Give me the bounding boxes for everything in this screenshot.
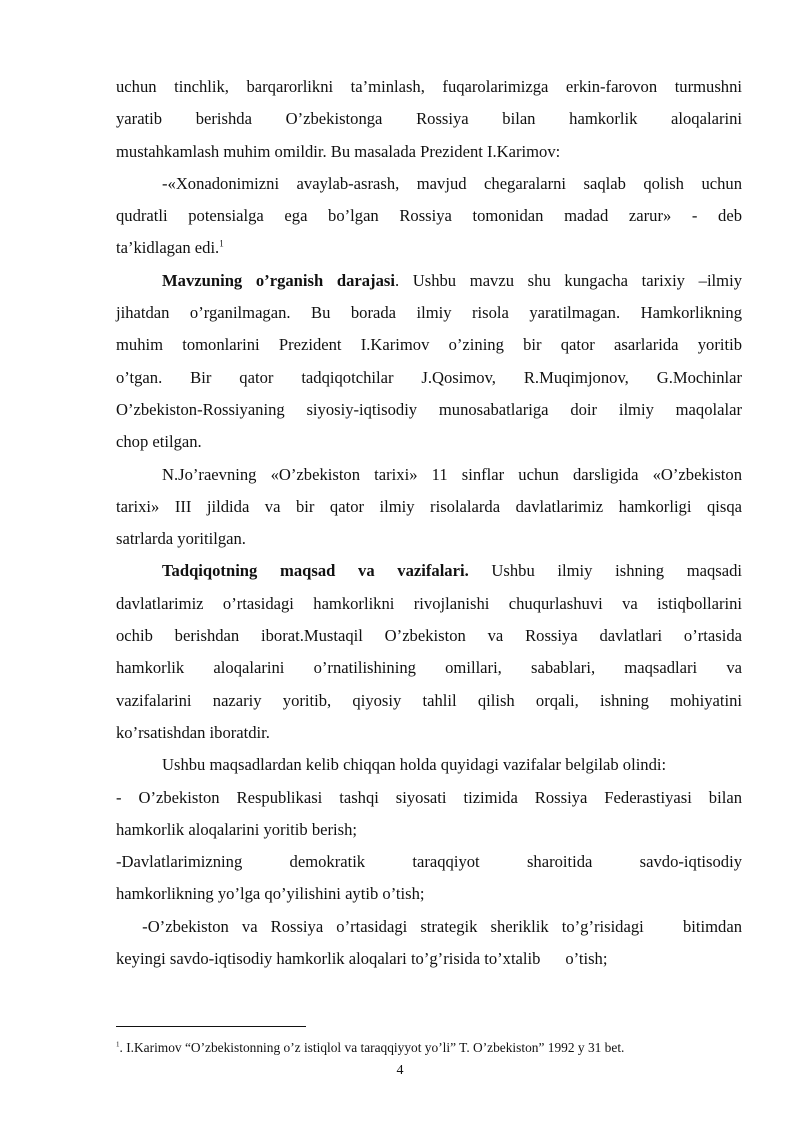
text-line: satrlarda yoritilgan. xyxy=(116,529,246,549)
quote-line: -«Xonadonimizni avaylab-asrash, mavjud chegaralarni saqlab qolish uchun xyxy=(162,173,742,193)
text-line: N.Jo’raevning «O’zbekiston tarixi» 11 sinflar uchun darsligida «O’zbekiston xyxy=(162,464,742,484)
text-run: . Ushbu mavzu shu kungacha tarixiy –ilmiy xyxy=(394,270,742,290)
footnote-separator xyxy=(116,1026,306,1027)
list-item: -Davlatlarimizning demokratik taraqqiyot sharoitida savdo-iqtisodiy xyxy=(116,852,742,872)
section-heading-study-level: Mavzuning o’rganish darajasi xyxy=(162,270,395,290)
text-line: jihatdan o’rganilmagan. Bu borada ilmiy risola yaratilmagan. Hamkorlikning xyxy=(116,303,742,323)
page-number: 4 xyxy=(396,1063,404,1078)
text-line: tarixi» III jildida va bir qator ilmiy risolalarda davlatlarimiz hamkorligi qisqa xyxy=(116,496,742,516)
quote-end: ta’kidlagan edi. xyxy=(116,238,220,258)
text-line: chop etilgan. xyxy=(116,432,202,452)
text-line: ochib berishdan iborat.Mustaqil O’zbekiston va Rossiya davlatlari o’rtasida xyxy=(116,626,742,646)
quote-line xyxy=(116,232,742,264)
list-item: keyingi savdo-iqtisodiy hamkorlik aloqalari to’g’risida to’xtalib o’tish; xyxy=(116,949,608,969)
list-item: - O’zbekiston Respublikasi tashqi siyosati tizimida Rossiya Federastiyasi bilan xyxy=(116,787,742,807)
footnote xyxy=(116,1039,756,1057)
text-run: Ushbu ilmiy ishning maqsadi xyxy=(468,561,743,581)
text-line xyxy=(116,265,742,297)
text-line: yaratib berishda O’zbekistonga Rossiya bilan hamkorlik aloqalarini xyxy=(116,109,742,129)
list-item: hamkorlikning yo’lga qo’yilishini aytib o’tish; xyxy=(116,884,425,904)
text-line: o’tgan. Bir qator tadqiqotchilar J.Qosimov, R.Muqimjonov, G.Mochinlar xyxy=(116,367,742,387)
footnote-mark: 1 xyxy=(116,1040,120,1049)
text-line: uchun tinchlik, barqarorlikni ta’minlash, fuqarolarimizga erkin-farovon turmushni xyxy=(116,77,742,96)
text-line: ko’rsatishdan iboratdir. xyxy=(116,722,270,742)
footnote-reference[interactable]: 1 xyxy=(219,238,224,249)
text-line: muhim tomonlarini Prezident I.Karimov o’zining bir qator asarlarida yoritib xyxy=(116,335,742,355)
text-line: vazifalarini nazariy yoritib, qiyosiy tahlil qilish orqali, ishning mohiyatini xyxy=(116,690,742,710)
text-line: hamkorlik aloqalarini o’rnatilishining omillari, sabablari, maqsadlari va xyxy=(116,658,742,678)
text-line: O’zbekiston-Rossiyaning siyosiy-iqtisodiy munosabatlariga doir ilmiy maqolalar xyxy=(116,399,742,419)
footnote-text: . I.Karimov “O’zbekistonning o’z istiqlol va taraqqiyyot yo’li” T. O’zbekiston” 1992 y 31 bet. xyxy=(119,1040,625,1055)
text-line: mustahkamlash muhim omildir. Bu masalada Prezident I.Karimov: xyxy=(116,141,561,161)
body-text xyxy=(116,71,742,975)
list-item: hamkorlik aloqalarini yoritib berish; xyxy=(116,819,358,839)
text-line: Ushbu maqsadlardan kelib chiqqan holda quyidagi vazifalar belgilab olindi: xyxy=(162,755,667,775)
text-line: davlatlarimiz o’rtasidagi hamkorlikni rivojlanishi chuqurlashuvi va istiqbollarini xyxy=(116,593,742,613)
quote-line: qudratli potensialga ega bo’lgan Rossiya tomonidan madad zarur» - deb xyxy=(116,206,742,226)
text-line xyxy=(116,555,742,587)
list-item: -O’zbekiston va Rossiya o’rtasidagi strategik sheriklik to’g’risidagi bitimdan xyxy=(116,916,742,936)
section-heading-goals: Tadqiqotning maqsad va vazifalari. xyxy=(162,561,469,581)
